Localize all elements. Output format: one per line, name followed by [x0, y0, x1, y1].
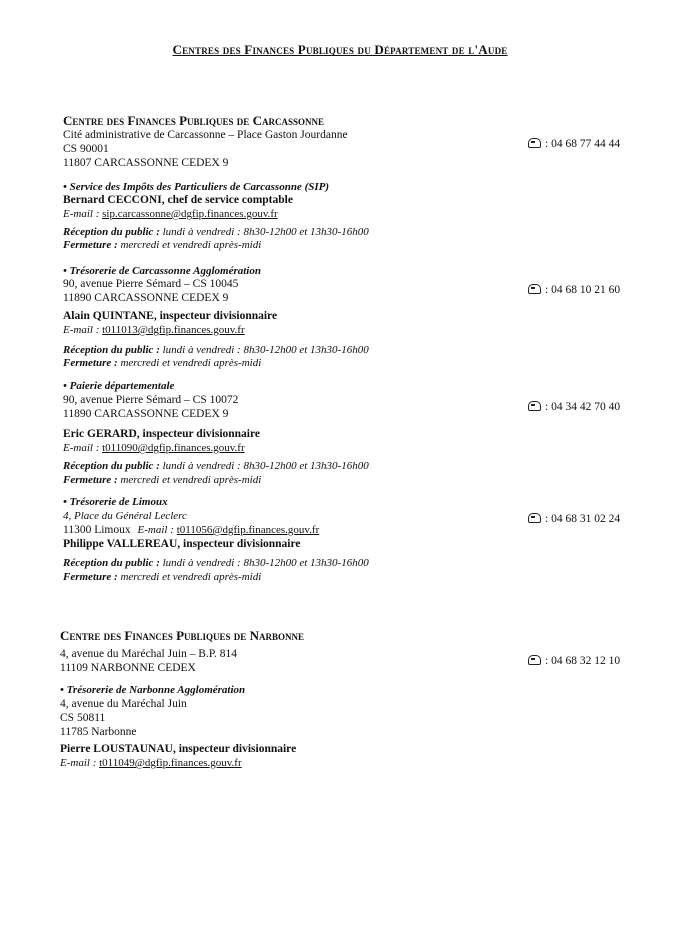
- carcassonne-address-1: Cité administrative de Carcassonne – Place Gaston Jourdanne: [63, 129, 348, 141]
- tresorerie-carcassonne-reception-line: [63, 344, 369, 356]
- sip-chief: Bernard CECCONI, chef de service comptable: [63, 194, 293, 206]
- sip-reception-line: [63, 226, 369, 238]
- narbonne-heading: Centre des Finances Publiques de Narbonne: [60, 628, 304, 643]
- sip-name: • Service des Impôts des Particuliers de Carcassonne (SIP): [63, 181, 330, 193]
- tresorerie-narbonne-chief: Pierre LOUSTAUNAU, inspecteur divisionnaire: [60, 743, 297, 755]
- paierie-closing-text: mercredi et vendredi après-midi: [120, 474, 262, 486]
- tresorerie-narbonne-address-3: 11785 Narbonne: [60, 726, 137, 738]
- paierie-reception-hours: lundi à vendredi : 8h30-12h00 et 13h30-16h00: [162, 460, 369, 472]
- phone-icon: [528, 655, 541, 665]
- paierie-email-line: [63, 442, 245, 454]
- paierie-email-label: E-mail :: [63, 442, 100, 454]
- sip-closing-label: Fermeture :: [63, 239, 118, 251]
- paierie-reception-label: Réception du public :: [63, 460, 160, 472]
- carcassonne-phone: [528, 138, 620, 150]
- limoux-address-line: [63, 524, 319, 536]
- tresorerie-narbonne-name: • Trésorerie de Narbonne Agglomération: [60, 684, 246, 696]
- paierie-closing-line: [63, 474, 261, 486]
- paierie-email-link[interactable]: t011090@dgfip.finances.gouv.fr: [102, 442, 245, 454]
- limoux-email-link[interactable]: t011056@dgfip.finances.gouv.fr: [176, 524, 320, 536]
- narbonne-phone: [528, 655, 620, 667]
- tresorerie-carcassonne-reception-label: Réception du public :: [63, 344, 160, 356]
- limoux-closing-line: [63, 571, 261, 583]
- tresorerie-carcassonne-address-1: 90, avenue Pierre Sémard – CS 10045: [63, 278, 239, 290]
- limoux-name: • Trésorerie de Limoux: [63, 496, 168, 508]
- limoux-address-1: 4, Place du Général Leclerc: [63, 510, 187, 522]
- paierie-chief: Eric GERARD, inspecteur divisionnaire: [63, 428, 260, 440]
- tresorerie-carcassonne-closing-line: [63, 357, 261, 369]
- tresorerie-carcassonne-phone-number: : 04 68 10 21 60: [545, 284, 621, 296]
- limoux-phone: [528, 513, 620, 525]
- sip-closing-text: mercredi et vendredi après-midi: [120, 239, 262, 251]
- sip-closing-line: [63, 239, 261, 251]
- limoux-email-label: E-mail :: [137, 524, 174, 536]
- phone-icon: [528, 513, 541, 523]
- tresorerie-narbonne-email-link[interactable]: t011049@dgfip.finances.gouv.fr: [99, 757, 242, 769]
- narbonne-address-2: 11109 NARBONNE CEDEX: [60, 662, 196, 674]
- tresorerie-narbonne-address-1: 4, avenue du Maréchal Juin: [60, 698, 187, 710]
- sip-email-link[interactable]: sip.carcassonne@dgfip.finances.gouv.fr: [102, 208, 278, 220]
- sip-email-label: E-mail :: [63, 208, 100, 220]
- tresorerie-carcassonne-phone: [528, 284, 620, 296]
- tresorerie-carcassonne-email-label: E-mail :: [63, 324, 100, 336]
- paierie-phone-number: : 04 34 42 70 40: [545, 401, 621, 413]
- carcassonne-phone-number: : 04 68 77 44 44: [545, 138, 621, 150]
- limoux-reception-label: Réception du public :: [63, 557, 160, 569]
- page-title: Centres des Finances Publiques du Département de l'Aude: [172, 42, 508, 57]
- carcassonne-heading: Centre des Finances Publiques de Carcassonne: [63, 113, 324, 128]
- phone-icon: [528, 284, 541, 294]
- tresorerie-carcassonne-address-2: 11890 CARCASSONNE CEDEX 9: [63, 292, 229, 304]
- tresorerie-carcassonne-reception-hours: lundi à vendredi : 8h30-12h00 et 13h30-16h00: [162, 344, 369, 356]
- paierie-phone: [528, 401, 620, 413]
- paierie-name: • Paierie départementale: [63, 380, 175, 392]
- tresorerie-carcassonne-email-line: [63, 324, 245, 336]
- sip-email-line: [63, 208, 278, 220]
- narbonne-phone-number: : 04 68 32 12 10: [545, 655, 621, 667]
- paierie-address-1: 90, avenue Pierre Sémard – CS 10072: [63, 394, 239, 406]
- tresorerie-carcassonne-name: • Trésorerie de Carcassonne Agglomération: [63, 265, 261, 277]
- paierie-closing-label: Fermeture :: [63, 474, 118, 486]
- sip-reception-hours: lundi à vendredi : 8h30-12h00 et 13h30-16h00: [162, 226, 369, 238]
- narbonne-address-1: 4, avenue du Maréchal Juin – B.P. 814: [60, 648, 237, 660]
- phone-icon: [528, 138, 541, 148]
- limoux-phone-number: : 04 68 31 02 24: [545, 513, 621, 525]
- limoux-closing-text: mercredi et vendredi après-midi: [120, 571, 262, 583]
- limoux-reception-hours: lundi à vendredi : 8h30-12h00 et 13h30-16h00: [162, 557, 369, 569]
- carcassonne-address-3: 11807 CARCASSONNE CEDEX 9: [63, 157, 229, 169]
- paierie-address-2: 11890 CARCASSONNE CEDEX 9: [63, 408, 229, 420]
- tresorerie-carcassonne-closing-label: Fermeture :: [63, 357, 118, 369]
- paierie-reception-line: [63, 460, 369, 472]
- tresorerie-carcassonne-chief: Alain QUINTANE, inspecteur divisionnaire: [63, 310, 278, 322]
- limoux-address-2: 11300 Limoux: [63, 524, 131, 536]
- carcassonne-address-2: CS 90001: [63, 143, 109, 155]
- tresorerie-narbonne-address-2: CS 50811: [60, 712, 106, 724]
- sip-reception-label: Réception du public :: [63, 226, 160, 238]
- limoux-chief: Philippe VALLEREAU, inspecteur divisionnaire: [63, 538, 301, 550]
- limoux-closing-label: Fermeture :: [63, 571, 118, 583]
- tresorerie-carcassonne-closing-text: mercredi et vendredi après-midi: [120, 357, 262, 369]
- tresorerie-narbonne-email-label: E-mail :: [60, 757, 97, 769]
- phone-icon: [528, 401, 541, 411]
- limoux-reception-line: [63, 557, 369, 569]
- tresorerie-narbonne-email-line: [60, 757, 242, 769]
- tresorerie-carcassonne-email-link[interactable]: t011013@dgfip.finances.gouv.fr: [102, 324, 245, 336]
